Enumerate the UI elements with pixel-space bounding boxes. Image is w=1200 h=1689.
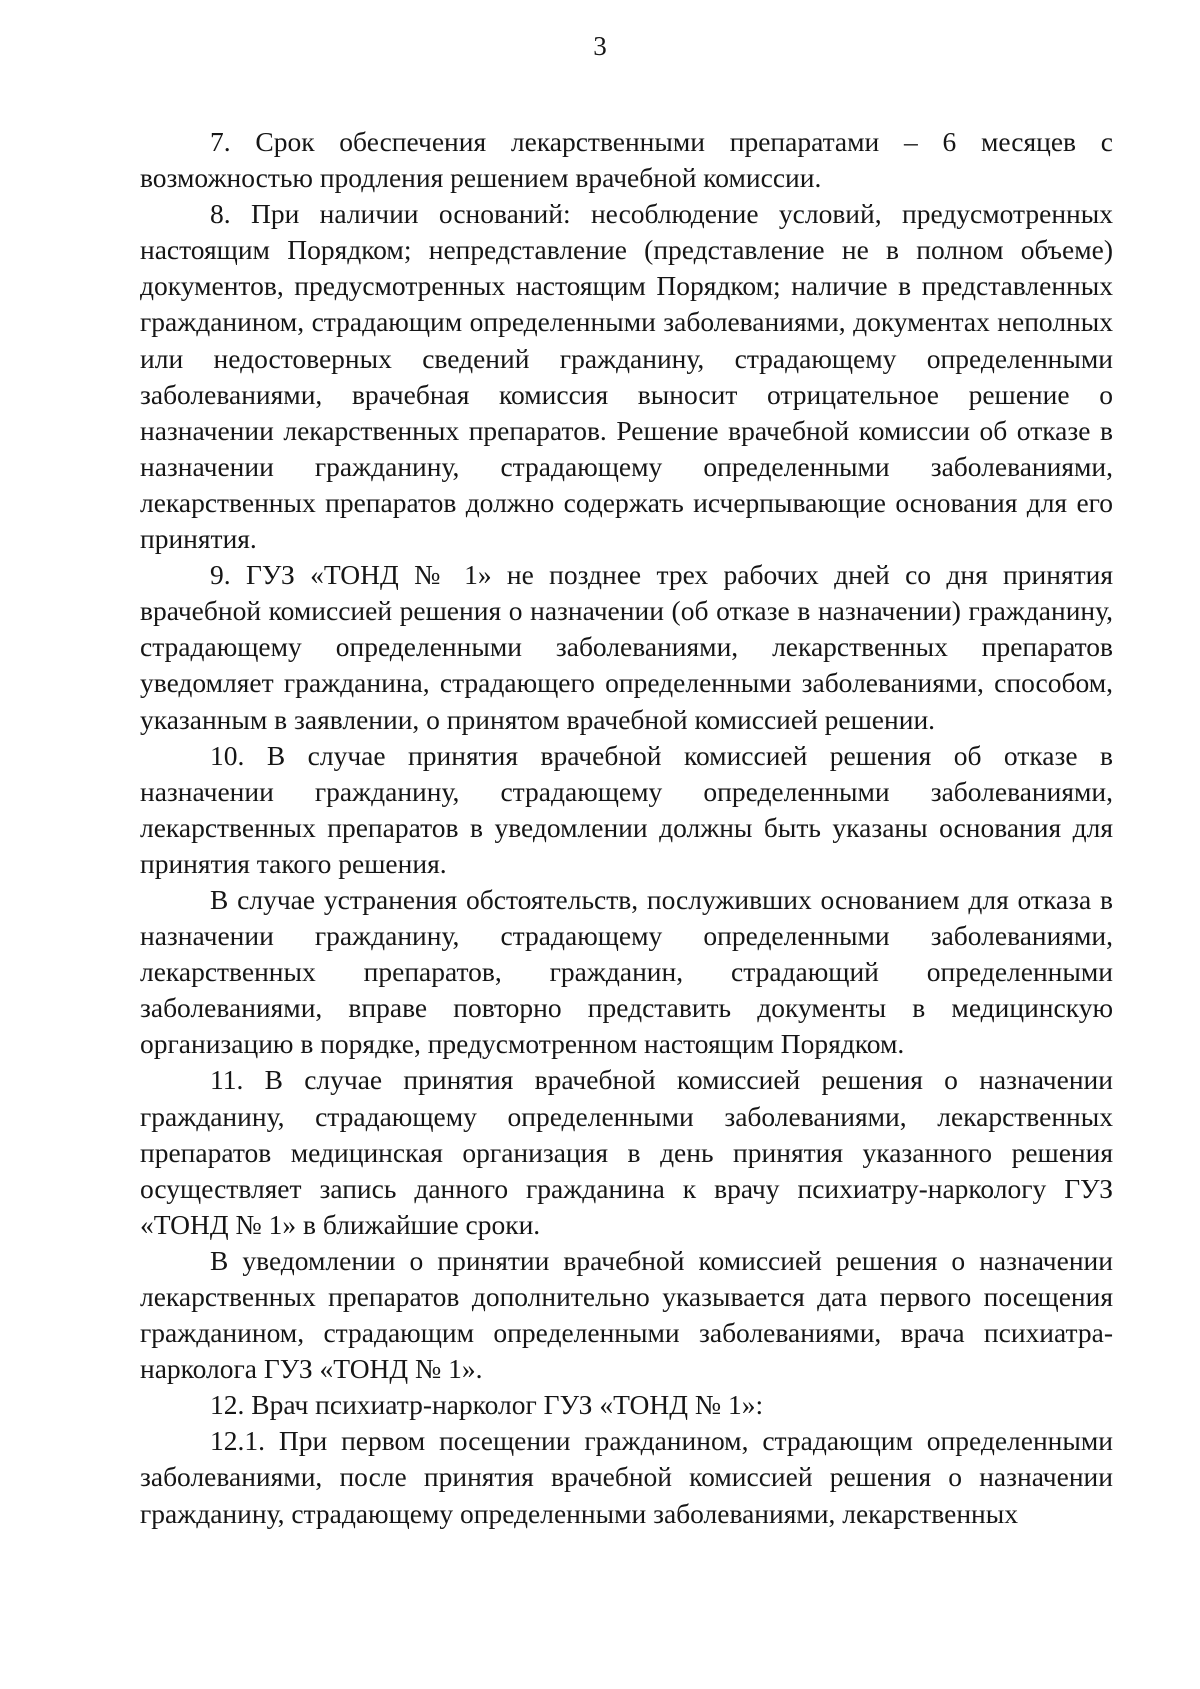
paragraph-11-continued: В уведомлении о принятии врачебной комиссией решения о назначении лекарственных препаратов дополнительно указывается дата первого посещения гражданином, страдающим определенными заболеваниями, врача психиатра-нарколога ГУЗ «ТОНД № 1».: [140, 1244, 1113, 1385]
paragraph-7: 7. Срок обеспечения лекарственными препаратами – 6 месяцев с возможностью продления решением врачебной комиссии.: [140, 126, 1113, 194]
paragraph-8: 8. При наличии оснований: несоблюдение условий, предусмотренных настоящим Порядком; непредставление (представление не в полном объеме) документов, предусмотренных настоящим Порядком; наличие в представленных гражданином, страдающим определенными заболеваниями, документах неполных или недостоверных сведений гражданину, страдающему определенными заболеваниями, врачебная комиссия выносит отрицательное решение о назначении лекарственных препаратов. Решение врачебной комиссии об отказе в назначении гражданину, страдающему определенными заболеваниями, лекарственных препаратов должно содержать исчерпывающие основания для его принятия.: [140, 198, 1113, 555]
paragraph-12: 12. Врач психиатр-нарколог ГУЗ «ТОНД № 1»:: [210, 1389, 764, 1421]
page-number: 3: [593, 31, 607, 61]
paragraph-12-1: 12.1. При первом посещении гражданином, страдающим определенными заболеваниями, после принятия врачебной комиссией решения о назначении гражданину, страдающему определенными заболеваниями, лекарственных: [140, 1425, 1113, 1529]
paragraph-10: 10. В случае принятия врачебной комиссией решения об отказе в назначении гражданину, страдающему определенными заболеваниями, лекарственных препаратов в уведомлении должны быть указаны основания для принятия такого решения.: [140, 739, 1113, 879]
paragraph-11: 11. В случае принятия врачебной комиссией решения о назначении гражданину, страдающему определенными заболеваниями, лекарственных препаратов медицинская организация в день принятия указанного решения осуществляет запись данного гражданина к врачу психиатру-наркологу ГУЗ «ТОНД № 1» в ближайшие сроки.: [140, 1064, 1113, 1240]
paragraph-9: 9. ГУЗ «ТОНД № 1» не позднее трех рабочих дней со дня принятия врачебной комиссией решения о назначении (об отказе в назначении) гражданину, страдающему определенными заболеваниями, лекарственных препаратов уведомляет гражданина, страдающего определенными заболеваниями, способом, указанным в заявлении, о принятом врачебной комиссией решении.: [140, 559, 1113, 735]
document-body: [140, 124, 1113, 1532]
paragraph-10-continued: В случае устранения обстоятельств, послуживших основанием для отказа в назначении гражданину, страдающему определенными заболеваниями, лекарственных препаратов, гражданин, страдающий определенными заболеваниями, вправе повторно представить документы в медицинскую организацию в порядке, предусмотренном настоящим Порядком.: [140, 883, 1113, 1060]
